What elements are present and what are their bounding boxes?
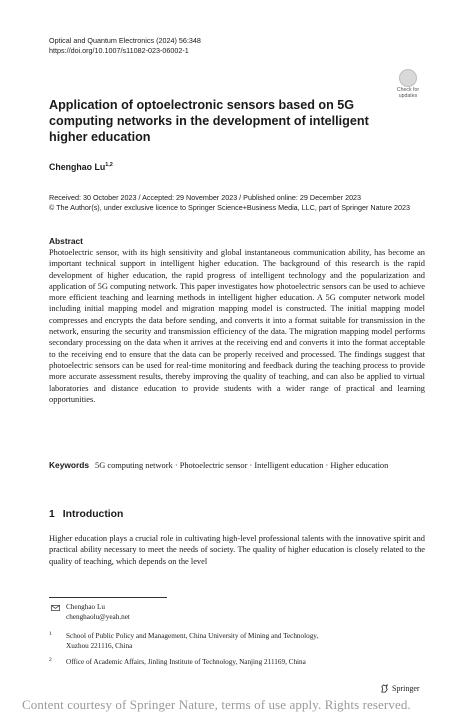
introduction-text: Higher education plays a crucial role in cultivating high-level professional talents with the innovative spirit and practical ability necessary to meet the needs of society. The quality of higher education is closely related to the quality of teaching, which depends on the level [49,534,425,566]
affiliation-1-number: 1 [49,631,52,637]
envelope-icon [51,605,60,611]
corresponding-author-name: Chenghao Lu [66,603,105,611]
keywords-list: 5G computing network · Photoelectric sensor · Intelligent education · Higher education [95,461,389,470]
footnote-divider [49,597,167,598]
doi-link[interactable]: https://doi.org/10.1007/s11082-023-06002-1 [49,46,189,55]
badge-label [391,88,425,99]
springer-logo [380,684,420,693]
corresponding-author-email[interactable]: chenghaolu@yeah.net [66,613,130,621]
badge-line1: Check for [396,87,420,93]
author-line [49,162,113,172]
copyright-line: © The Author(s), under exclusive licence to Springer Science+Business Media, LLC, part of Springer Nature 2023 [49,203,410,212]
courtesy-notice: Content courtesy of Springer Nature, terms of use apply. Rights reserved. [22,697,411,712]
section-number: 1 [49,509,55,520]
affiliation-1-line2: Xuzhou 221116, China [66,642,133,650]
springer-logo-text: Springer [392,684,420,693]
journal-citation: Optical and Quantum Electronics (2024) 56:348 [49,36,201,45]
publication-dates: Received: 30 October 2023 / Accepted: 29 November 2023 / Published online: 29 December 2023 [49,193,362,202]
badge-line2: updates [398,92,418,99]
abstract-text: Photoelectric sensor, with its high sensitivity and global instantaneous communication ability, has become an important technical support in intelligent higher education. The background of this research is the rapid development of higher education, the rapid progress of intelligent technology and the popularization and application of 5G computing network. This paper investigates how photoelectric sensors can be used to achieve more efficient teaching and learning methods in intelligent higher education. A 5G computer network model including initial mapping model and migration mapping model is constructed. The initial mapping model compresses and encrypts the data before sending, and converts it into a format suitable for transmission in the network, ensuring the security and transmission efficiency of the data. The migration mapping model performs secondary processing on the data when it arrives at the receiving end and converts it into the format acceptable to the receiving end to ensure that the data can be properly received and processed. The findings suggest that photoelectric sensors can be used for real-time monitoring and feedback during the teaching process to provide more accurate assessment results, thereby improving the quality of teaching, and can also be applied to virtual laboratories and distance education to provide students with a wider range of practical and learning opportunities. [49,248,425,404]
keywords-heading: Keywords [49,460,90,470]
author-name[interactable]: Chenghao Lu [49,162,106,172]
section-title: Introduction [62,509,124,520]
affiliation-2-line1: Office of Academic Affairs, Jinling Institute of Technology, Nanjing 211169, China [66,658,306,666]
article-title: Application of optoelectronic sensors based on 5G computing networks in the development of intelligent higher education [49,98,369,144]
affiliation-1-line1: School of Public Policy and Management, China University of Mining and Technology, [66,632,319,640]
springer-horse-icon [380,684,389,693]
author-affiliation-marks: 1,2 [105,162,113,169]
update-icon [399,69,417,87]
affiliation-2-number: 2 [49,657,52,663]
abstract-heading: Abstract [49,236,83,246]
section-heading [49,509,123,520]
keywords-block [49,460,425,471]
check-for-updates-badge[interactable] [391,69,425,103]
